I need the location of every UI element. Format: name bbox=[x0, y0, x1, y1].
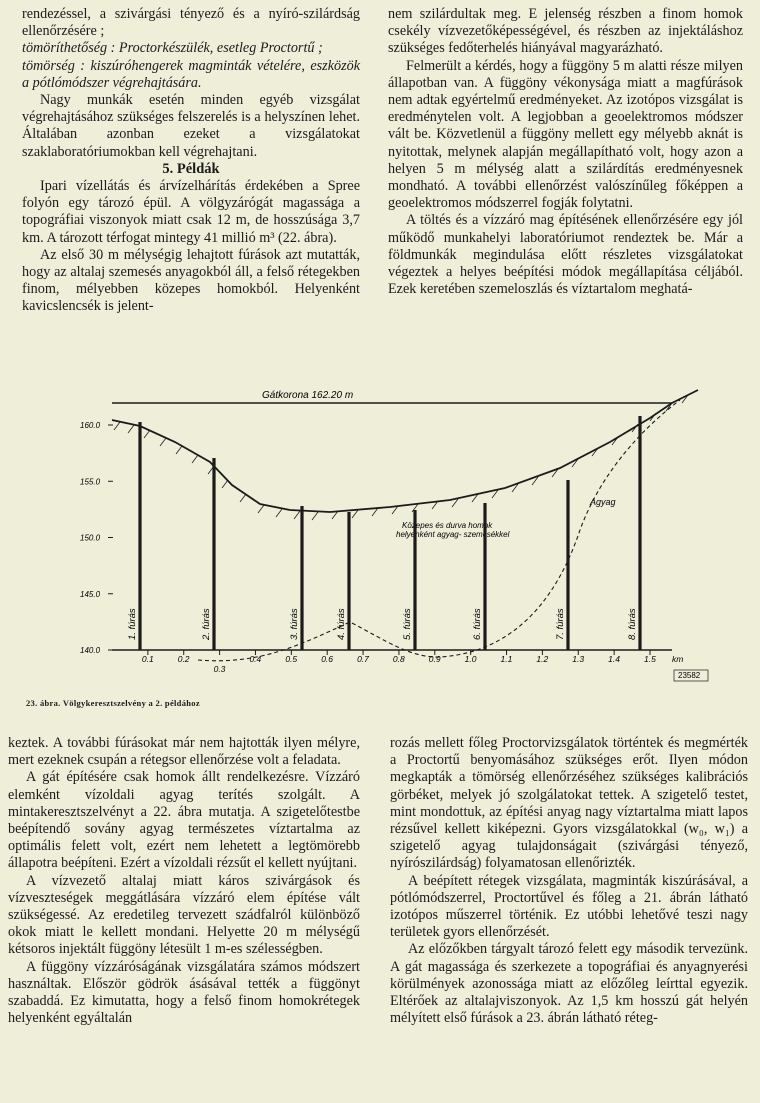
paragraph: A gát építésére csak homok állt rendelkezésre. Vízzáró elemként vízoldali agyag terítés szolgált. A mintakeresztszelvényt a 22. ábra mutatja. A szigetelőtestbe beépítendő sovány agyag természetes víztartalma az optimális felett volt, ezért nem lehetett a legtömörebb állapotra beépíteni. Ezért a vízoldali rézsűt el kellett nyújtani. bbox=[8, 769, 360, 872]
figure-caption: 23. ábra. Völgykeresztszelvény a 2. példához bbox=[26, 698, 200, 708]
y-tick-label: 155.0 bbox=[80, 477, 101, 487]
soil-label-1: Közepes és durva homok bbox=[402, 521, 493, 530]
soil-label-2: helyenként agyag- szemcsékkel bbox=[396, 530, 510, 539]
boring-label: 4. fúrás bbox=[336, 608, 347, 640]
x-tick-label: 0.1 bbox=[141, 654, 154, 664]
x-tick-label: 0.6 bbox=[321, 654, 334, 664]
boring-label: 6. fúrás bbox=[472, 608, 483, 640]
x-tick-label: 0.5 bbox=[285, 654, 298, 664]
bottom-left-column bbox=[8, 735, 360, 1027]
x-tick-label: 0.9 bbox=[428, 654, 441, 664]
valley-cross-section-figure bbox=[0, 360, 760, 710]
bottom-right-column bbox=[390, 735, 748, 1027]
paragraph: tömörség : kiszúróhengerek magminták vételére, eszközök a pótlómódszer végrehajtására. bbox=[22, 57, 360, 91]
x-tick-label: 1.1 bbox=[500, 654, 513, 664]
boring-label: 8. fúrás bbox=[627, 608, 638, 640]
paragraph: A függöny vízzáróságának vizsgálatára számos módszert használtak. Először gödrök ásásával tették a függönyt szabaddá. Ez kimutatta, hogy a felső finom homokrétegek helyenként egyáltalán bbox=[8, 958, 360, 1027]
top-right-column bbox=[388, 6, 743, 298]
paragraph: tömöríthetőség : Proctorkészülék, esetleg Proctortű ; bbox=[22, 40, 323, 57]
x-tick-label: 1.2 bbox=[536, 654, 549, 664]
boring-label: 3. fúrás bbox=[289, 608, 300, 640]
x-tick-label: 0.8 bbox=[392, 654, 405, 664]
boring-label: 2. fúrás bbox=[201, 608, 212, 640]
paragraph: rozás mellett főleg Proctorvizsgálatok történtek és megmérték a Proctortű benyomásához szükséges erőt. Ilyen módon megkapták a tömörség ellenőrzéséhez szükséges kalibrációs görbéket, melyek jó szolgálatokat tettek. A szigetelő testet, mint mondottuk, az építési anyag nagy víztartalma miatt lapos rézsűvel kellett kiképezni. Gyors vizsgálatokkal (w₀, w₁) a szigetelő agyag tulajdonságait (szivárgási tényező, nyírószilárdság) folyamatosan ellenőrizték. bbox=[390, 735, 748, 872]
paragraph: nem szilárdultak meg. E jelenség részben a finom homok csekély vízvezetőképességével, és részben az injektáláshoz szükséges fedőterhelés hiányával magyarázható. bbox=[388, 6, 743, 57]
x-tick-label: 1.3 bbox=[572, 654, 585, 664]
x-unit-label: km bbox=[672, 654, 684, 664]
cross-section-svg bbox=[0, 360, 760, 710]
paragraph: A töltés és a vízzáró mag építésének ellenőrzésére egy jól működő munkahelyi laboratóriumot rendeztek be. Már a földmunkák megindulása előtt részletes vizsgálatokat végeztek a helyes beépítési módok megállapítása céljából. Ezek keretében szemeloszlás és víztartalom meghatá- bbox=[388, 212, 743, 298]
paragraph: keztek. A további fúrásokat már nem hajtották ilyen mélyre, mert ezeknek csupán a rétegsor ellenőrzése volt a feladata. bbox=[8, 735, 360, 769]
x-tick-label: 0.3 bbox=[213, 664, 226, 674]
boring-label: 5. fúrás bbox=[402, 608, 413, 640]
clay-label: Agyag bbox=[590, 497, 616, 507]
paragraph: Az első 30 m mélységig lehajtott fúrások azt mutatták, hogy az altalaj szemesés anyagokból áll, a felső rétegekben finom, mélyebben közepes homokból. Helyenként kavicslencsék is jelent- bbox=[22, 246, 360, 315]
paragraph: Az előzőkben tárgyalt tározó felett egy második tervezünk. A gát magassága és szerkezete a topográfiai és anyagnyerési körülmények azonossága miatt az előzőleg leírttal egyezik. Eltérőek az altalajviszonyok. Az 1,5 km hosszú gát helyén mélyített első fúrások a 23. ábrán látható réteg- bbox=[390, 941, 748, 1027]
x-tick-label: 1.0 bbox=[464, 654, 477, 664]
ground-surface-line bbox=[112, 390, 698, 512]
x-tick-label: 1.5 bbox=[644, 654, 656, 664]
crest-label: Gátkorona 162.20 m bbox=[262, 390, 354, 401]
borings bbox=[127, 416, 640, 650]
paragraph: A vízvezető altalaj miatt káros szivárgások és vízveszteségek meggátlására vízzáró elem építése vált szükségessé. Az eredetileg tervezett szádfalról különböző okok miatt le kellett mondani. Helyette 20 m mélységű kétsoros injektált függöny létesült 1 m-es szélességben. bbox=[8, 872, 360, 958]
y-tick-label: 140.0 bbox=[80, 646, 101, 655]
stamp: 23582 bbox=[678, 671, 701, 680]
axes bbox=[80, 421, 683, 674]
paragraph: Nagy munkák esetén minden egyéb vizsgálat végrehajtásához szükséges felszerelés is a helyszínen lehet. Általában azonban ezeket a vizsgálatokat szaklaboratóriumokban kell végrehajtani. bbox=[22, 92, 360, 160]
boring-label: 1. fúrás bbox=[127, 608, 138, 640]
y-tick-label: 150.0 bbox=[80, 533, 101, 543]
x-tick-label: 0.4 bbox=[249, 654, 262, 664]
section-heading: 5. Példák bbox=[162, 160, 220, 177]
x-tick-label: 0.2 bbox=[177, 654, 190, 664]
x-tick-label: 1.4 bbox=[608, 654, 620, 664]
paragraph: Felmerült a kérdés, hogy a függöny 5 m alatti része milyen állapotban van. A függöny vékonysága miatt a magfúrások nem adtak egyértelmű eredményeket. Az izotópos vizsgálat is eredménytelen volt. A legjobban a geoelektromos módszer vált be. Közvetlenül a függöny mellett egy mélyebb aknát is nyitottak, melynek alapján megállapítható volt, hogy azon a helyen 5 m mélység alatt a szilárdítás eredményesnek mondható. A további ellenőrzést valószínűleg főképpen a geoelektromos módszerrel fogják folytatni. bbox=[388, 57, 743, 212]
paragraph: Ipari vízellátás és árvízelhárítás érdekében a Spree folyón egy tározó épül. A völgyzárógát magassága a topográfiai viszonyok miatt csak 12 m, de hosszúsága 3,7 km. A tározott térfogat mintegy 41 millió m³ (22. ábra). bbox=[22, 178, 360, 246]
paragraph: rendezéssel, a szivárgási tényező és a nyíró-szilárdság ellenőrzésére ; bbox=[22, 6, 360, 40]
y-tick-label: 160.0 bbox=[80, 421, 101, 430]
x-tick-label: 0.7 bbox=[357, 654, 369, 664]
boring-label: 7. fúrás bbox=[555, 608, 566, 640]
top-left-column bbox=[22, 6, 360, 316]
y-tick-label: 145.0 bbox=[80, 589, 101, 599]
paragraph: A beépített rétegek vizsgálata, magminták kiszúrásával, a pótlómódszerrel, Proctortűvel és főleg a 21. ábrán látható izotópos műszerrel történik. Ez utóbbi lehetővé teszi nagy területek gyors ellenőrzését. bbox=[390, 872, 748, 941]
